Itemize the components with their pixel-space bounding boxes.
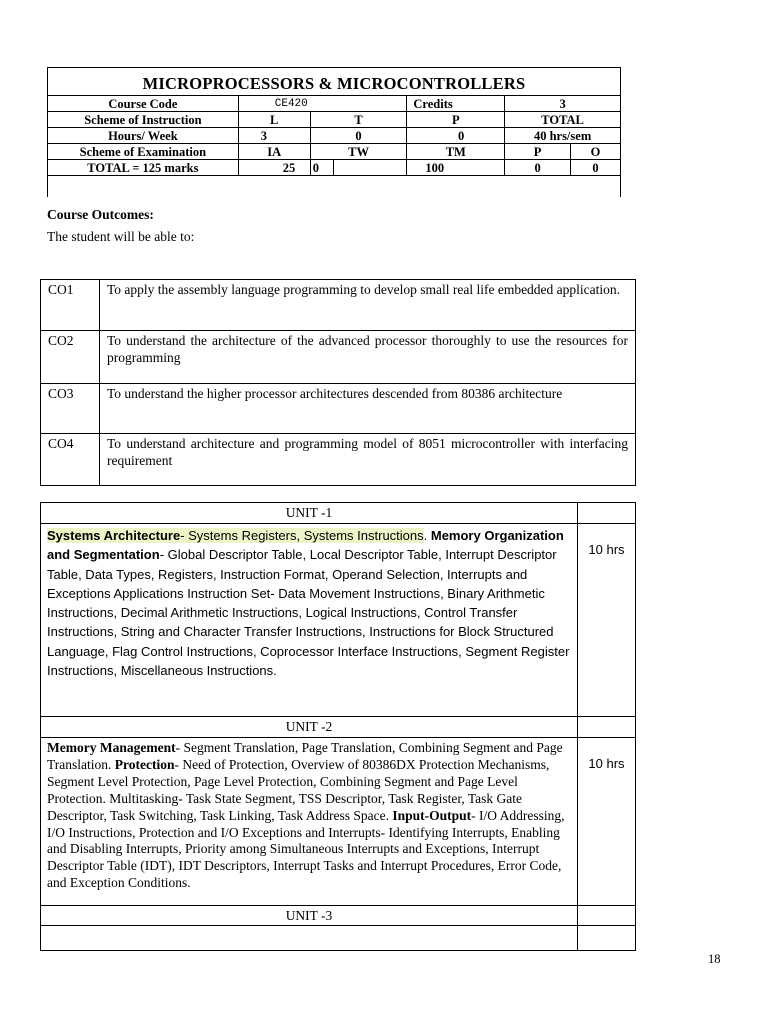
instr-val-total: 40 hrs/sem [505, 128, 621, 144]
total-marks-label: TOTAL = 125 marks [48, 160, 239, 176]
page-number: 18 [708, 952, 721, 966]
instr-col-t: T [310, 112, 407, 128]
co-id: CO1 [41, 280, 100, 331]
co-text: To understand the higher processor architectures descended from 80386 architecture [100, 384, 636, 434]
unit-1-text: - Systems Registers, Systems Instructions [180, 528, 424, 543]
unit-3-label: UNIT -3 [41, 906, 578, 926]
unit-2-text: - Segment Translation, Page Translation, Combining Segment and Page Translation. [47, 740, 563, 772]
exam-col-o: O [571, 144, 621, 160]
course-header-table [47, 67, 621, 197]
scheme-table [47, 95, 621, 176]
unit-1-content [41, 524, 578, 717]
course-code-value: CE420 [238, 96, 407, 112]
table-row [41, 280, 636, 331]
instr-val-l: 3 [238, 128, 310, 144]
unit-1-text: . [423, 528, 431, 543]
exam-val-o: 0 [571, 160, 621, 176]
unit-1-hours: 10 hrs [578, 524, 636, 717]
instr-val-p: 0 [407, 128, 505, 144]
exam-col-p: P [505, 144, 571, 160]
credits-value: 3 [505, 96, 621, 112]
co-text: To apply the assembly language programming to develop small real life embedded application. [100, 280, 636, 331]
unit-3-label-blank [578, 906, 636, 926]
exam-val-tw: 0 [310, 160, 407, 176]
exam-col-tw: TW [310, 144, 407, 160]
co-id: CO2 [41, 331, 100, 384]
co-id: CO3 [41, 384, 100, 434]
course-outcomes-heading: Course Outcomes: [47, 207, 154, 222]
unit-3-content [41, 926, 578, 951]
unit-2-content [41, 738, 578, 906]
co-id: CO4 [41, 434, 100, 486]
table-row [41, 434, 636, 486]
exam-val-p: 0 [505, 160, 571, 176]
tw-divider [333, 159, 334, 175]
course-code-label: Course Code [48, 96, 239, 112]
instr-col-p: P [407, 112, 505, 128]
co-text: To understand architecture and programming model of 8051 microcontroller with interfacing requirement [100, 434, 636, 486]
units-table [40, 502, 636, 951]
credits-label: Credits [407, 96, 505, 112]
unit-2-topic-memory-management: Memory Management [47, 740, 176, 755]
table-row [41, 331, 636, 384]
exam-val-tm: 100 [407, 160, 505, 176]
unit-2-text: - Need of Protection, Overview of 80386DX Protection Mechanisms, Segment Level Protection, Page Level Protection, Combining Segment and Page Level Protection. Multitasking- Task State Segment, TSS Descriptor, Task Register, Task Gate Descriptor, Task Switching, Task Linking, Task Address Space. [47, 756, 550, 823]
instr-col-total: TOTAL [505, 112, 621, 128]
scheme-instruction-label: Scheme of Instruction [48, 112, 239, 128]
unit-1-text: - Global Descriptor Table, Local Descriptor Table, Interrupt Descriptor Table, Data Types, Registers, Instruction Format, Operand Selection, Interrupts and Exceptions Applications Instruction Set- Data Movement Instructions, Binary Arithmetic Instructions, Decimal Arithmetic Instructions, Logical Instructions, Control Transfer Instructions, String and Character Transfer Instructions, Instructions for Block Structured Language, Flag Control Instructions, Coprocessor Interface Instructions, Segment Register Instructions, Miscellaneous Instructions. [47, 547, 570, 679]
course-outcomes-table [40, 279, 636, 486]
exam-val-ia: 25 [238, 160, 310, 176]
course-title: MICROPROCESSORS & MICROCONTROLLERS [142, 74, 526, 93]
scheme-exam-label: Scheme of Examination [48, 144, 239, 160]
unit-3-hours [578, 926, 636, 951]
unit-1-topic-memory-organization: Memory Organization and Segmentation [47, 528, 564, 563]
unit-1-label-blank [578, 503, 636, 524]
unit-1-label: UNIT -1 [41, 503, 578, 524]
course-outcomes-intro: The student will be able to: [47, 229, 195, 244]
table-row [41, 384, 636, 434]
unit-1-topic-systems-architecture: Systems Architecture [47, 528, 181, 543]
unit-2-text: - I/O Addressing, I/O Instructions, Protection and I/O Exceptions and Interrupts- Identifying Interrupts, Enabling and Disabling Interrupts, Priority among Simultaneous Interrupts and Exceptions, Interrupt Descriptor Table (IDT), IDT Descriptors, Interrupt Tasks and Interrupt Procedures, Error Code, and Exception Conditions. [47, 807, 565, 891]
exam-col-ia: IA [238, 144, 310, 160]
co-text: To understand the architecture of the advanced processor thoroughly to use the resources for programming [100, 331, 636, 384]
instr-col-l: L [238, 112, 310, 128]
unit-2-label: UNIT -2 [41, 717, 578, 738]
hours-week-label: Hours/ Week [48, 128, 239, 144]
exam-col-tm: TM [407, 144, 505, 160]
instr-val-t: 0 [310, 128, 407, 144]
unit-2-topic-input-output: Input-Output [392, 807, 472, 823]
unit-2-label-blank [578, 717, 636, 738]
unit-2-hours: 10 hrs [578, 738, 636, 906]
unit-2-topic-protection: Protection [114, 756, 175, 772]
